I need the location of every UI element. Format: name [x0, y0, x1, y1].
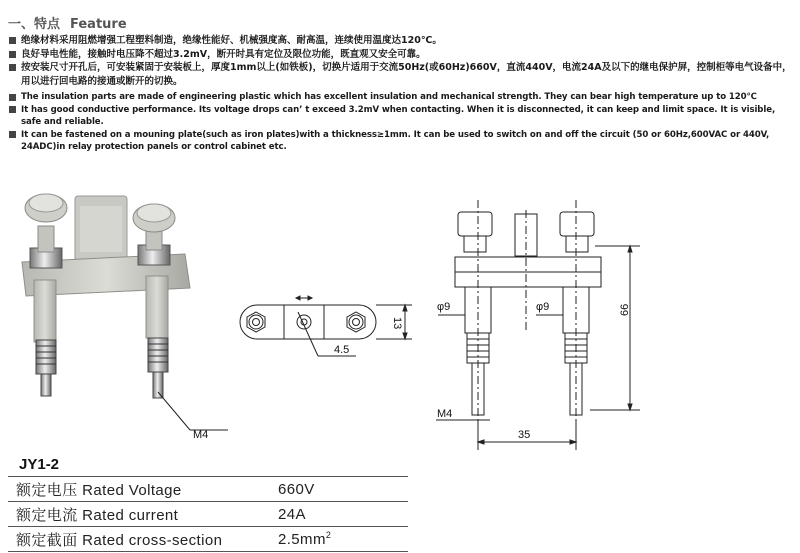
spec-label: 额定电压 Rated Voltage [16, 481, 182, 499]
spec-value: 660V [278, 480, 315, 498]
top-view-drawing [240, 296, 412, 356]
phi-left-dim: φ9 [437, 301, 451, 313]
section-title-en: Feature [70, 17, 127, 32]
feature-item: 按安装尺寸开孔后，可安装紧固于安装板上，厚度1mm以上(如铁板)，切换片适用于交流50Hz(或60Hz)660V，直流440V，电流24A及以下的继电保护屏，控制柜等电气设备中，用以进行回电路的接通或断开的切换。 [8, 61, 793, 88]
spec-value: 24A [278, 505, 306, 523]
spec-row [8, 476, 408, 501]
spec-row [8, 526, 408, 552]
spacing-dim: 35 [518, 429, 531, 441]
model-title: JY1-2 [19, 456, 60, 473]
spec-row [8, 501, 408, 526]
thread-dim: M4 [437, 408, 453, 420]
spec-value: $2.5mm^2$ [278, 530, 332, 548]
feature-item: It has good conductive performance. Its voltage drops can’ t exceed 3.2mV when contacting. When it is disconnected, it can keep and limit space. It is visible, safe and reliable. [8, 104, 793, 129]
spec-table [8, 476, 408, 552]
feature-item: The insulation parts are made of engineering plastic which has excellent insulation and mechanical strength. They can bear high temperature up to 120℃ [8, 91, 793, 104]
section-title-cn: 一、特点 [8, 17, 61, 32]
spec-label: 额定电流 Rated current [16, 506, 179, 524]
top-view-height-dim: 13 [391, 317, 403, 330]
front-view-drawing [436, 200, 640, 450]
top-view-hole-dim: 4.5 [334, 344, 350, 356]
photo-callout-label: M4 [193, 429, 209, 441]
feature-item: 绝缘材料采用阻燃增强工程塑料制造，绝缘性能好、机械强度高、耐高温，连续使用温度达120℃。 [8, 34, 793, 48]
feature-item: 良好导电性能，接触时电压降不超过3.2mV，断开时具有定位及限位功能，既直观又安全可靠。 [8, 48, 793, 62]
phi-right-dim: φ9 [536, 301, 550, 313]
terminal-photo [22, 194, 228, 430]
feature-item: It can be fastened on a mouning plate(such as iron plates)with a thickness≥1mm. It can be used to switch on and off the circuit (50 or 60Hz,600VAC or 440V, 24ADC)in relay protection panels or control cabinet etc. [8, 129, 793, 154]
spec-label: 额定截面 Rated cross-section [16, 531, 223, 549]
overall-height-dim: 66 [619, 303, 631, 316]
